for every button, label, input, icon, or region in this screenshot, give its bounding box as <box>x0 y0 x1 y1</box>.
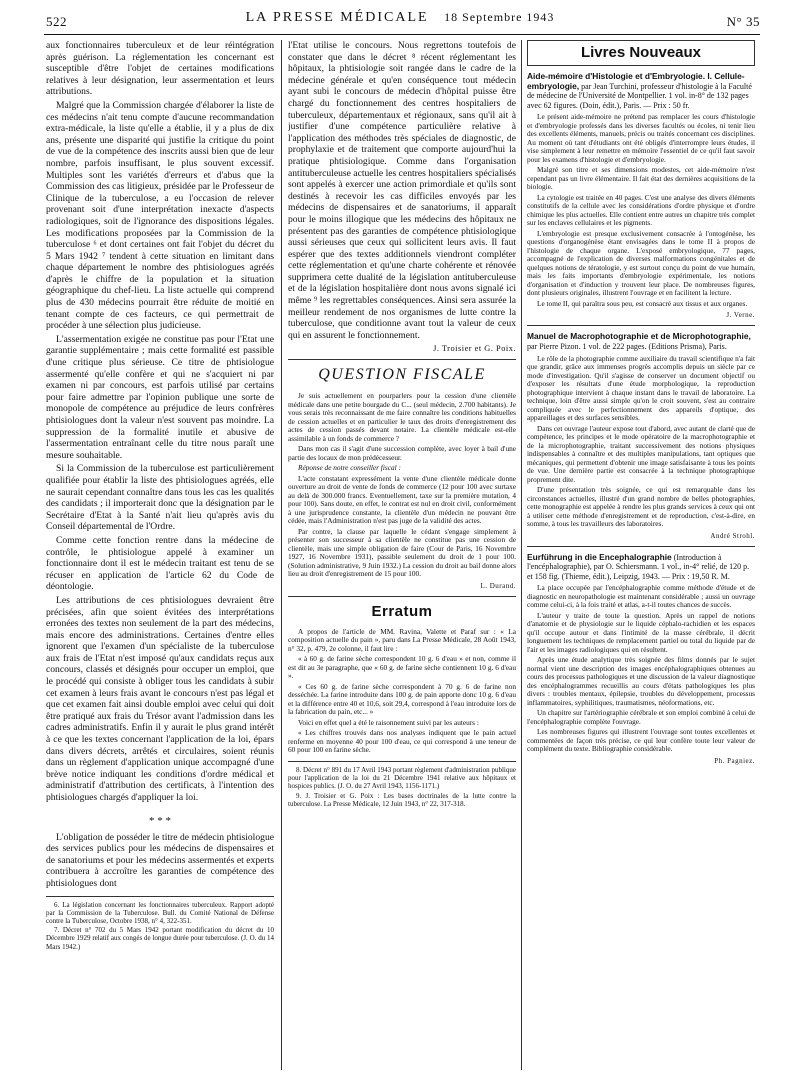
paragraph: La place occupée par l'encéphalographie comme méthode d'étude et de diagnostic en neuropathologie est maintenant considérable ; aussi un ouvrage comme celui-ci, à la fois traité et atlas, a-t-il toutes chances de succès. <box>527 583 755 610</box>
column-3 <box>527 40 755 771</box>
paragraph: Les attributions de ces phtisiologues devraient être précisées, afin que soient évitées des interprétations erronées des textes non seulement de la part des médecins, mais encore des administrations. Certaines d'entre elles ignorent que l'examen d'un spécialiste de la tuberculose aux frais de l'Etat n'est imposé qu'aux candidats reçus aux concours, classés et désignés pour occuper un emploi, que le procédé qui consiste à obliger tous les candidats à subir cet examen à leurs frais avant le concours n'est pas légal et que cet examen fait ainsi double emploi avec celui qui doit être pratiqué aux frais du Trésor avant l'admission dans les cadres administratifs. Enfin il y aurait le plus grand intérêt à ce que les textes concernant l'application de la loi, épars dans divers décrets, arrêtés et circulaires, soient réunis dans un règlement d'application unique accompagné d'une brève notice indiquant les conditions d'ordre médical et administratif d'attribution des certificats, à l'intention des phtisiologues chargés d'appliquer la loi. <box>46 594 274 803</box>
paragraph: Malgré que la Commission chargée d'élaborer la liste de ces médecins n'ait tenu compte d'aucune recommandation extra-médicale, la liste qu'elle a établie, il y a plus de dix ans, présente une disparité qui justifie la critique du point de vue de la compétence des inscrits aussi bien que de leur nombre, parfois insuffisant, le plus souvent excessif. Multiples sont les variétés d'erreurs et d'abus que la Commission des cas litigieux, présidée par le Professeur de Clinique de la tuberculose, a eu l'occasion de relever provenant soit d'une interprétation inexacte d'aspects radiologiques, soit de l'ignorance des dispositions légales. Les modifications proposées par la Commission de la tuberculose ⁶ et dont certaines ont fait l'objet du décret du 5 Mars 1942 ⁷ tendent à cette situation en limitant dans chaque département le nombre des phtisiologues agréés d'après le chiffre de la population et la situation géographique du chef-lieu. La liste actuelle qui comprend plus de 430 médecins pourrait être réduite de moitié en tenant compte de ces facteurs, ce qui permettrait de procéder à une sélection plus judicieuse. <box>46 99 274 332</box>
paragraph: Voici en effet quel a été le raisonnement suivi par les auteurs : <box>298 717 479 727</box>
paragraph: « à 60 g. de farine sèche correspondent 10 g. 6 d'eau » et non, comme il est dit au 3e paragraphe, que « 60 g. de farine sèche contiennent 10 g. 6 d'eau ». <box>288 654 516 681</box>
review-title: Eurführung in die Encephalographie <box>527 551 672 562</box>
review-signature: Ph. Pagniez. <box>714 756 755 765</box>
paragraph: Le tome II, qui paraîtra sous peu, est consacré aux tissus et aux organes. <box>537 298 748 308</box>
review-meta: par Pierre Pizon. 1 vol. de 222 pages. (Editions Prisma), Paris. <box>527 341 727 351</box>
paragraph: Après une étude analytique très soignée des films donnés par le sujet normal vient une description des images encéphalographiques obtenues au cours des processus pathologiques et une discussion de la valeur diagnostique des encéphalogrammes recueillis au cours d'états pathologiques les plus divers : troubles mentaux, épilepsie, troubles du développement, processus inflammatoires, syphilitiques, traumatismes, néoformations, etc. <box>527 655 755 707</box>
footnote: 9. J. Troisier et G. Poix : Les bases doctrinales de la lutte contre la tuberculose. La Presse Médicale, 12 Juin 1943, n° 22, 317-318. <box>288 791 516 808</box>
paragraph: Le rôle de la photographie comme auxiliaire du travail scientifique n'a fait que grandir, grâce aux immenses progrès accomplis depuis un siècle par ce mode d'investigation. Qu'il s'agisse de conserver un document objectif ou d'exposer les résultats d'une étude morphologique, la reproduction photographique intervient à chaque instant dans le travail de laboratoire. La technique, loin d'être aussi simple qu'on le croit souvent, s'est au contraire compliquée avec le perfectionnement des appareils d'optique, des appareillages et des surfaces sensibles. <box>527 353 755 423</box>
review-heading <box>527 72 755 110</box>
footnotes <box>288 761 516 808</box>
paragraph: Dans mon cas il s'agit d'une succession complète, avec loyer à bail d'une partie des locaux de mon prédécesseur. <box>288 444 516 462</box>
paragraph: Si la Commission de la tuberculose est particulièrement qualifiée pour établir la liste des phtisiologues agréés, elle ne saurait cependant connaître dans tous les cas les qualités des candidats ; il importerait donc que la désignation par le Secrétaire d'Etat à la Santé n'ait lieu qu'après avis du Conseil départemental de l'Ordre. <box>46 463 274 533</box>
review-meta: par Jean Turchini, professeur d'histologie à la Faculté de médecine de l'Université de Montpellier. 1 vol. in-8° de 132 pages avec 62 figures. (Doin, édit.), Paris. — Prix : 50 fr. <box>527 81 752 110</box>
erratum-title: Erratum <box>371 602 433 620</box>
header-rule <box>44 34 760 35</box>
section-rule <box>288 596 516 597</box>
paragraph: « Ces 60 g. de farine sèche correspondent à 70 g. 6 de farine non desséchée. La farine introduite dans 100 g. de pain apporte donc 10 g. 6 d'eau et la différence entre 40 et 10,6, soit 29,4, correspond à l'eau introduite lors de la fabrication du pain, etc... » <box>288 681 516 717</box>
review-title: Manuel de Macrophotographie et de Microphotographie, <box>527 331 751 342</box>
paragraph: L'acte constatant expressément la vente d'une clientèle médicale donne ouverture au droit de vente de fonds de commerce (12 pour 100 avec surtaxe au delà de 300.000 francs. Eventuellement, taxe sur la première mutation, 4 pour 100). Sans doute, en effet, le contrat est nul en droit civil, conformément à une jurisprudence constante, la clientèle d'un médecin ne pouvant être cédée, mais l'Administration n'est pas juge de la validité des actes. <box>288 473 516 526</box>
fiscal-signature: L. Durand. <box>480 581 516 590</box>
paragraph: D'une présentation très soignée, ce qui est remarquable dans les circonstances actuelles, illustré d'un grand nombre de belles photographies, cette monographie est appelée à rendre les plus grands services à ceux qui ont à utiliser cette méthode d'enregistrement et de reproduction, c'est-à-dire, en somme, à tous les travailleurs des laboratoires. <box>527 485 755 529</box>
paragraph: l'Etat utilise le concours. Nous regrettons toutefois de constater que dans le décret ⁸ récent réglementant les hôpitaux, la phtisiologie soit rangée dans le cadre de la médecine générale et qu'en conséquence tout médecin ayant subi le concours de médecin d'hôpital puisse être chargé du fonctionnement des centres hospitaliers de tuberculeux, départementaux et régionaux, sans qu'il ait à justifier d'une compétence particulière relative à l'application des méthodes très spéciales de diagnostic, de prophylaxie et de traitement que comporte aujourd'hui la pratique phtisiologique. Comme dans l'organisation antituberculeuse actuelle les centres hospitaliers spécialisés sont appelés à exercer une action primordiale et qu'ils sont destinés à recevoir les cas difficiles envoyés par les médecins de dispensaires et de sanatoriums, il apparaît pour le moins illogique que les médecins des hôpitaux ne présentent pas des garanties de compétence phtisiologique aussi sérieuses que ceux qui sollicitent leurs avis. Il faut espérer que des textes additionnels viendront compléter cette réglementation et qu'une charte cohérente et rénovée supprimera cette dualité de la législation antituberculeuse et de la législation hospitalière dont nous avons signalé ici même ⁹ les regrettables conséquences. Ainsi sera assurée la meilleur rendement de nos organismes de lutte contre la tuberculose, que conditionne avant tout la valeur de ceux qui en assurent le fonctionnement. <box>288 40 516 341</box>
review-signature: André Strohl. <box>710 531 755 540</box>
books-section-title: Livres Nouveaux <box>580 44 702 61</box>
page-number: 522 <box>46 14 67 29</box>
paragraph: L'assermentation exigée ne constitue pas pour l'Etat une garantie supplémentaire ; mais cette formalité est passible d'une critique plus sérieuse. Ce titre de phtisiologue assermenté qu'elle confère et qui ne s'acquiert ni par examen ni par concours, est parfois utilisé par certains pour faire admettre par l'opinion publique une sorte de monopole de compétence au préjudice de leurs confrères phtisiologues dont la valeur n'est souvent pas moindre. La suppression de la formalité inutile et abusive de l'assermentation entraînant celle du titre nous paraît une mesure souhaitable. <box>46 333 274 461</box>
section-rule <box>527 325 755 326</box>
review-signature: J. Verne. <box>726 311 755 320</box>
column-2 <box>288 40 516 809</box>
paragraph: Le présent aide-mémoire ne prétend pas remplacer les cours d'histologie et d'embryologie professés dans les diverses facultés ou écoles, ni tenir lieu des excellents éléments, manuels, précis ou traités concernant ces disciplines. Au moment où tant d'étudiants ont été obligés d'interrompre leurs études, il vise simplement à leur remettre en mémoire l'essentiel de ce qu'il faut savoir pour les examens d'histologie et d'embryologie. <box>527 112 755 164</box>
fiscal-section-title: QUESTION FISCALE <box>318 366 486 384</box>
review-heading <box>527 332 755 351</box>
section-rule <box>527 546 755 547</box>
issue-number: N° 35 <box>726 14 760 29</box>
paragraph: Un chapitre sur l'artériographie cérébrale et son emploi combiné à celui de l'encéphalographie complète l'ouvrage. <box>527 708 755 726</box>
paragraph: L'obligation de posséder le titre de médecin phtisiologue des services publics pour les médecins de dispensaires et de sanatoriums et pour les médecins assermentés et experts contribuera à accroître les garanties de compétence des phtisiologues dont <box>46 831 274 889</box>
paragraph: La cytologie est traitée en 40 pages. C'est une analyse des divers éléments constitutifs de la cellule avec les considérations d'ordre physique et d'ordre chimique les plus actuelles. Elle contient entre autres un chapitre très complet sur les enclaves cellulaires et les pigments. <box>527 192 755 228</box>
footnote: 6. La législation concernant les fonctionnaires tuberculeux. Rapport adopté par la Commission de la Tuberculose. Bull. du Comité National de Défense contre la Tuberculose, Octobre 1938, n° 4, 322-351. <box>46 900 274 925</box>
column-divider <box>281 40 282 1070</box>
page-header <box>0 10 800 34</box>
paragraph: Comme cette fonction rentre dans la médecine de contrôle, le phtisiologue appelé à examiner un fonctionnaire dont il est le médecin traitant est tenu de se récuser en application de l'article 62 du Code de déontologie. <box>46 534 274 593</box>
paragraph: L'auteur y traite de toute la question. Après un rappel de notions d'anatomie et de physiologie sur le liquide céphalo-rachidien et les espaces qu'il occupe autour et dans l'intimité de la masse cérébrale, il décrit longuement les techniques de remplacement partiel ou total du liquide par de l'air et les images radiologiques qui en résultent. <box>527 610 755 654</box>
issue-date: 18 Septembre 1943 <box>444 10 555 24</box>
paragraph: A propos de l'article de MM. Ravina, Valette et Paraf sur : « La composition actuelle du pain », paru dans La Presse Médicale, 28 Août 1943, n° 32, p. 479, 2e colonne, il faut lire : <box>288 626 516 653</box>
article-signature: J. Troisier et G. Poix. <box>433 344 516 354</box>
review-title: Aide-mémoire d'Histologie et d'Embryologie. I. Cellule-embryologie, <box>527 71 745 91</box>
paragraph: Dans cet ouvrage l'auteur expose tout d'abord, avec autant de clarté que de compétence, les principes et le mode opératoire de la macrophotographie et de la microphotographie, traitant successivement des notions physiques indispensables à connaître et des multiples manipulations, tant optiques que mécaniques, qui permettent d'obtenir une image satisfaisante à tous les points de vue. Une dernière partie est consacrée à la technique photographique proprement dite. <box>527 423 755 484</box>
review-meta: (Introduction à l'encéphalographie), par O. Schiersmann. 1 vol., in-4° relié, de 120 p. et 158 fig. (Thieme, édit.), Leipzig, 1943. — Prix : 19,50 R. M. <box>527 552 750 581</box>
journal-name: LA PRESSE MÉDICALE <box>245 10 429 25</box>
paragraph: « Les chiffres trouvés dans nos analyses indiquent que le pain actuel renferme en moyenne 40 pour 100 d'eau, ce qui correspond à une teneur de 60 pour 100 en farine sèche. <box>288 728 516 755</box>
footnote: 7. Décret n° 702 du 5 Mars 1942 portant modification du décret du 10 Décembre 1929 relatif aux congés de longue durée pour tuberculose. (J. O. du 14 Mars 1942.) <box>46 926 274 951</box>
paragraph: aux fonctionnaires tuberculeux et de leur réintégration après guérison. La réglementation les concernant est susceptible d'être l'objet de certaines modifications relatives à leur désignation, leur assermentation et leurs attributions. <box>46 40 274 98</box>
section-stars: * * * <box>149 814 171 827</box>
paragraph: Les nombreuses figures qui illustrent l'ouvrage sont toutes excellentes et commentées de façon très précise, ce qui leur confère toute leur valeur de complément du texte. Bibliographie considérable. <box>527 727 755 754</box>
review-heading <box>527 553 755 582</box>
paragraph: Par contre, la clause par laquelle le cédant s'engage simplement à présenter son successeur à sa clientèle ne constitue pas une cession de clientèle, mais une simple obligation de faire (Cour de Paris, 16 Novembre 1927, 16 Novembre 1931), passible seulement du droit de 1 pour 100. (Solution administrative, 9 Juin 1932.) La cession du droit au bail donne alors lieu au droit d'enregistrement de 15 pour 100. <box>288 526 516 579</box>
reply-label: Réponse de notre conseiller fiscal : <box>298 463 401 473</box>
paragraph: Malgré son titre et ses dimensions modestes, cet aide-mémoire n'est cependant pas un livre élémentaire. Il fait état des dernières acquisitions de la biologie. <box>527 165 755 192</box>
column-divider <box>521 40 522 1070</box>
footnote: 8. Décret n° 891 du 17 Avril 1943 portant règlement d'administration publique pour l'application de la loi du 21 Décembre 1941 relative aux hôpitaux et hospices publics. (J. O. du 27 Avril 1943, 1156-1171.) <box>288 765 516 791</box>
footnotes <box>46 896 274 951</box>
journal-title-line <box>0 10 800 26</box>
column-1 <box>46 40 274 952</box>
paragraph: Je suis actuellement en pourparlers pour la cession d'une clientèle médicale dans une petite bourgade du C... (seul médecin, 2.700 habitants). Je vous serais très reconnaissant de me faire connaître les conditions habituelles de cession actuelles et en particulier le taux des droits d'enregistrement des actes de cession passés devant notaire. La clientèle médicale est-elle assimilable à un fonds de commerce ? <box>288 391 516 443</box>
paragraph: L'embryologie est presque exclusivement consacrée à l'ontogénèse, les questions d'organogénèse étant envisagées dans le tome II à propos de l'histologie de chaque organe. L'exposé embryologique, 77 pages, accompagné de l'explication de diverses malformations congénitales et de quelques notions de tératologie, y est surtout conçu du point de vue humain, mais les faits importants d'embryologie expérimentale, les notions d'organisation et d'induction y trouvent leur place. De nombreuses figures, dont plusieurs originales, illustrent l'ouvrage et en facilitent la lecture. <box>527 228 755 298</box>
section-rule <box>288 359 516 360</box>
books-section-header <box>527 40 755 66</box>
